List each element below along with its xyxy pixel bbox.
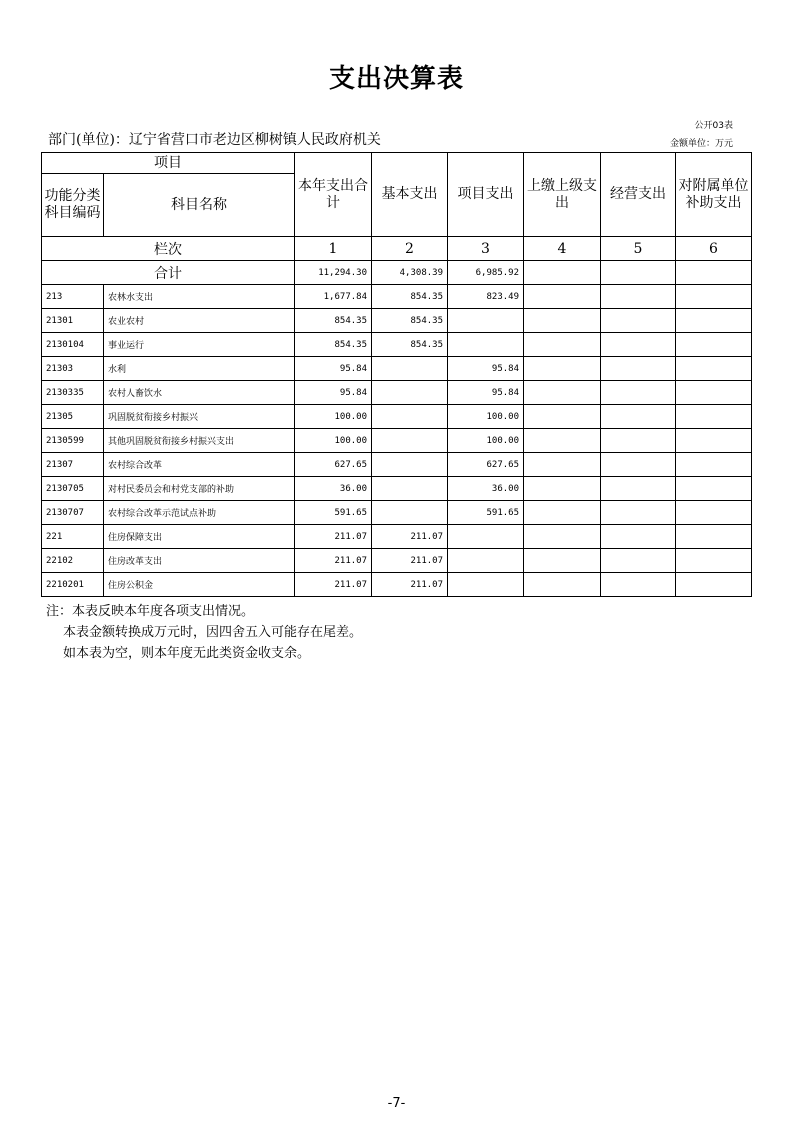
row-value (524, 357, 601, 381)
row-code: 21303 (42, 357, 104, 381)
row-value: 100.00 (448, 429, 524, 453)
row-value (676, 525, 752, 549)
row-value (524, 573, 601, 597)
row-value (372, 453, 448, 477)
row-code: 2130335 (42, 381, 104, 405)
row-value (676, 549, 752, 573)
row-name: 住房改革支出 (104, 549, 295, 573)
header-col-total: 本年支出合计 (295, 153, 372, 237)
table-row (42, 429, 752, 453)
header-col-operating: 经营支出 (601, 153, 676, 237)
col-number: 6 (676, 237, 752, 261)
row-value: 100.00 (448, 405, 524, 429)
row-value: 36.00 (448, 477, 524, 501)
row-name: 巩固脱贫衔接乡村振兴 (104, 405, 295, 429)
row-value (524, 429, 601, 453)
row-value (524, 501, 601, 525)
row-value: 95.84 (448, 357, 524, 381)
header-col-basic: 基本支出 (372, 153, 448, 237)
row-value (448, 309, 524, 333)
table-body (42, 153, 752, 597)
row-value (601, 429, 676, 453)
row-value (372, 501, 448, 525)
total-value (601, 261, 676, 285)
header-col-subsidy: 对附属单位补助支出 (676, 153, 752, 237)
row-value (676, 573, 752, 597)
row-value (601, 285, 676, 309)
row-value (524, 549, 601, 573)
row-value (448, 525, 524, 549)
header-col-project: 项目支出 (448, 153, 524, 237)
row-value: 211.07 (372, 573, 448, 597)
row-value (372, 405, 448, 429)
total-value: 11,294.30 (295, 261, 372, 285)
table-row (42, 453, 752, 477)
col-number: 5 (601, 237, 676, 261)
row-name: 农村综合改革示范试点补助 (104, 501, 295, 525)
row-code: 2130104 (42, 333, 104, 357)
row-code: 21307 (42, 453, 104, 477)
lanci-label: 栏次 (42, 237, 295, 261)
row-name: 农村人畜饮水 (104, 381, 295, 405)
table-row (42, 285, 752, 309)
table-row (42, 357, 752, 381)
row-value (676, 357, 752, 381)
total-value: 6,985.92 (448, 261, 524, 285)
row-value (372, 429, 448, 453)
row-code: 2210201 (42, 573, 104, 597)
table-row (42, 501, 752, 525)
row-value (372, 357, 448, 381)
row-value: 95.84 (295, 357, 372, 381)
row-value: 211.07 (372, 525, 448, 549)
table-row (42, 309, 752, 333)
header-code: 功能分类科目编码 (42, 174, 104, 237)
row-value: 591.65 (295, 501, 372, 525)
page-number: -7- (387, 1096, 406, 1111)
col-number: 3 (448, 237, 524, 261)
row-value: 95.84 (448, 381, 524, 405)
row-code: 21301 (42, 309, 104, 333)
header-row-1 (42, 153, 752, 174)
row-value: 211.07 (295, 573, 372, 597)
notes (46, 601, 362, 664)
row-name: 事业运行 (104, 333, 295, 357)
row-value (601, 453, 676, 477)
row-value: 211.07 (372, 549, 448, 573)
row-value (676, 381, 752, 405)
expenditure-table (41, 152, 752, 597)
row-code: 2130599 (42, 429, 104, 453)
row-name: 对村民委员会和村党支部的补助 (104, 477, 295, 501)
table-row (42, 333, 752, 357)
header-name: 科目名称 (104, 174, 295, 237)
row-value: 854.35 (372, 309, 448, 333)
row-value (524, 477, 601, 501)
row-value (601, 357, 676, 381)
row-value: 211.07 (295, 525, 372, 549)
col-number: 4 (524, 237, 601, 261)
row-value: 95.84 (295, 381, 372, 405)
table-row (42, 405, 752, 429)
row-name: 农林水支出 (104, 285, 295, 309)
row-value: 627.65 (448, 453, 524, 477)
row-value (601, 477, 676, 501)
row-value (601, 405, 676, 429)
row-value: 591.65 (448, 501, 524, 525)
row-name: 水利 (104, 357, 295, 381)
row-name: 农业农村 (104, 309, 295, 333)
column-number-row (42, 237, 752, 261)
row-name: 农村综合改革 (104, 453, 295, 477)
table-row (42, 477, 752, 501)
row-value (601, 501, 676, 525)
row-value: 854.35 (372, 333, 448, 357)
row-value (372, 477, 448, 501)
row-value: 1,677.84 (295, 285, 372, 309)
row-value (524, 525, 601, 549)
row-value (676, 333, 752, 357)
row-name: 住房保障支出 (104, 525, 295, 549)
col-number: 1 (295, 237, 372, 261)
header-col-upper: 上缴上级支出 (524, 153, 601, 237)
row-value (524, 309, 601, 333)
row-code: 213 (42, 285, 104, 309)
row-value (448, 333, 524, 357)
row-value: 823.49 (448, 285, 524, 309)
row-value (601, 381, 676, 405)
row-value (676, 309, 752, 333)
total-value: 4,308.39 (372, 261, 448, 285)
row-code: 21305 (42, 405, 104, 429)
row-code: 2130705 (42, 477, 104, 501)
row-value (676, 405, 752, 429)
row-value: 627.65 (295, 453, 372, 477)
department-label: 部门(单位)：辽宁省营口市老边区柳树镇人民政府机关 (48, 132, 381, 148)
table-row (42, 381, 752, 405)
table-row (42, 549, 752, 573)
row-value: 854.35 (372, 285, 448, 309)
row-value (676, 453, 752, 477)
row-value (601, 573, 676, 597)
unit-label: 金额单位：万元 (669, 139, 733, 149)
row-value: 854.35 (295, 333, 372, 357)
row-value: 36.00 (295, 477, 372, 501)
row-value (448, 549, 524, 573)
row-value (601, 549, 676, 573)
total-value (524, 261, 601, 285)
row-value (601, 333, 676, 357)
row-value (372, 381, 448, 405)
row-code: 221 (42, 525, 104, 549)
row-value (676, 429, 752, 453)
note-line: 注：本表反映本年度各项支出情况。 (46, 604, 255, 619)
header-project: 项目 (42, 153, 295, 174)
form-code: 公开03表 (694, 121, 733, 131)
total-row (42, 261, 752, 285)
row-value: 211.07 (295, 549, 372, 573)
row-code: 22102 (42, 549, 104, 573)
total-value (676, 261, 752, 285)
page-title: 支出决算表 (328, 64, 464, 94)
row-value: 854.35 (295, 309, 372, 333)
row-value (524, 453, 601, 477)
row-value (448, 573, 524, 597)
col-number: 2 (372, 237, 448, 261)
note-line: 如本表为空，则本年度无此类资金收支余。 (63, 646, 311, 661)
row-value (676, 501, 752, 525)
row-value: 100.00 (295, 405, 372, 429)
table-row (42, 525, 752, 549)
row-code: 2130707 (42, 501, 104, 525)
row-value (676, 477, 752, 501)
row-value (524, 333, 601, 357)
row-value (676, 285, 752, 309)
row-value (524, 381, 601, 405)
row-value (601, 525, 676, 549)
row-value (601, 309, 676, 333)
row-value: 100.00 (295, 429, 372, 453)
row-value (524, 405, 601, 429)
row-name: 其他巩固脱贫衔接乡村振兴支出 (104, 429, 295, 453)
total-label: 合计 (42, 261, 295, 285)
row-name: 住房公积金 (104, 573, 295, 597)
note-line: 本表金额转换成万元时，因四舍五入可能存在尾差。 (63, 625, 363, 640)
table-row (42, 573, 752, 597)
row-value (524, 285, 601, 309)
